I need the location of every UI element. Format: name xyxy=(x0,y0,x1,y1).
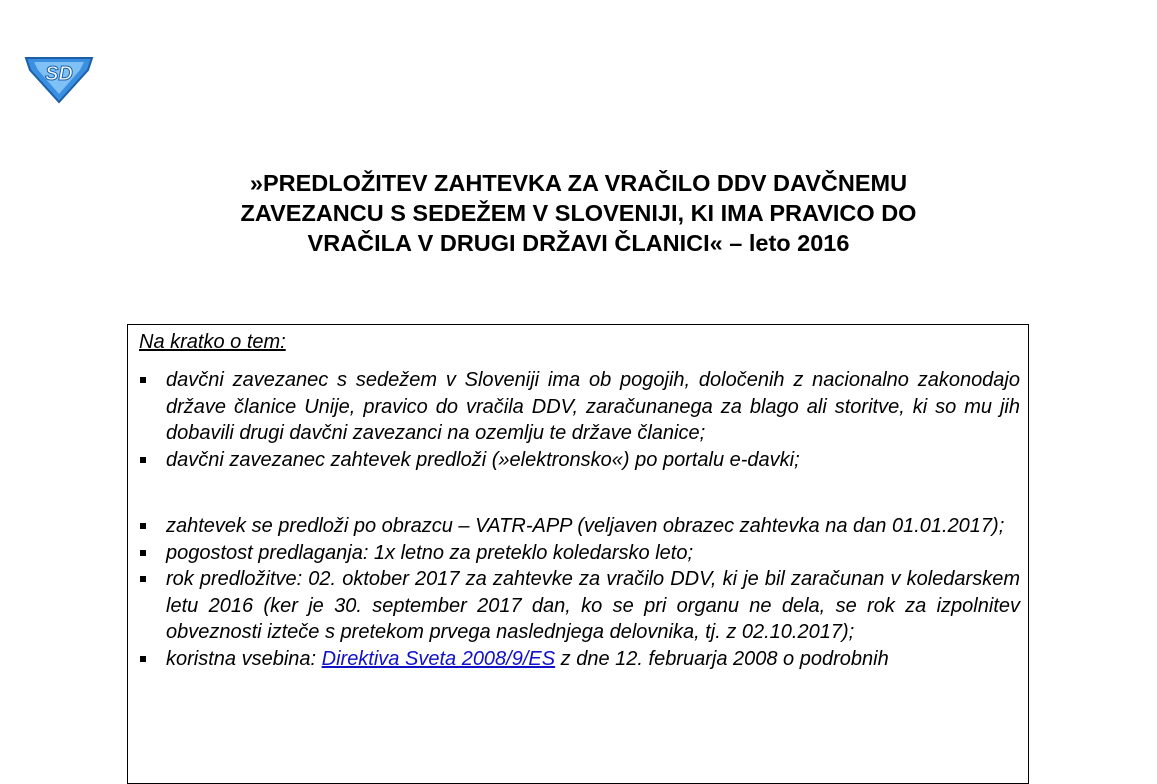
list-item-text: davčni zavezanec zahtevek predloži (»elektronsko«) po portalu e-davki; xyxy=(166,448,800,471)
bullet-icon xyxy=(140,523,146,529)
bullet-icon xyxy=(140,550,146,556)
list-item xyxy=(128,566,1028,646)
list-item-suffix: z dne 12. februarja 2008 o podrobnih xyxy=(555,647,889,670)
bullet-icon xyxy=(140,656,146,662)
list-item xyxy=(128,513,1028,540)
bullet-icon xyxy=(140,457,146,463)
title-line-2: ZAVEZANCU S SEDEŽEM V SLOVENIJI, KI IMA PRAVICO DO xyxy=(240,200,917,226)
list-item-text: davčni zavezanec s sedežem v Sloveniji ima ob pogojih, določenih z nacionalno zakonodajo države članice Unije, pravico do vračila DDV, zaračunanega za blago ali storitve, ki so mu jih dobavili drugi davčni zavezanci na ozemlju te države članice; xyxy=(166,369,1020,444)
list-item xyxy=(128,540,1028,567)
list-item-text: pogostost predlaganja: 1x letno za preteklo koledarsko leto; xyxy=(166,541,694,564)
summary-list xyxy=(128,367,1028,672)
bullet-icon xyxy=(140,576,146,582)
title-line-3: VRAČILA V DRUGI DRŽAVI ČLANICI« – leto 2016 xyxy=(307,230,850,256)
list-item xyxy=(128,447,1028,474)
bullet-icon xyxy=(140,377,146,383)
sd-shield-logo-icon xyxy=(22,50,96,104)
list-item-prefix: koristna vsebina: xyxy=(166,647,322,670)
list-item-text: zahtevek se predloži po obrazcu – VATR-APP (veljaven obrazec zahtevka na dan 01.01.2017); xyxy=(166,515,1005,537)
svg-text:SD: SD xyxy=(45,63,73,85)
title-line-1: »PREDLOŽITEV ZAHTEVKA ZA VRAČILO DDV DAVČNEMU xyxy=(249,170,908,196)
summary-box xyxy=(127,324,1029,784)
summary-heading: Na kratko o tem: xyxy=(139,331,286,353)
list-item xyxy=(128,367,1028,447)
directive-link[interactable]: Direktiva Sveta 2008/9/ES xyxy=(321,647,556,670)
list-item-text: rok predložitve: 02. oktober 2017 za zahtevke za vračilo DDV, ki je bil zaračunan v koledarskem letu 2016 (ker je 30. september 2017 dan, ko se pri organu ne dela, se rok za izpolnitev obveznosti izteče s pretekom prvega naslednjega delovnika, tj. z 02.10.2017); xyxy=(166,568,1020,643)
list-item xyxy=(128,646,1028,673)
page-title xyxy=(150,168,1007,258)
